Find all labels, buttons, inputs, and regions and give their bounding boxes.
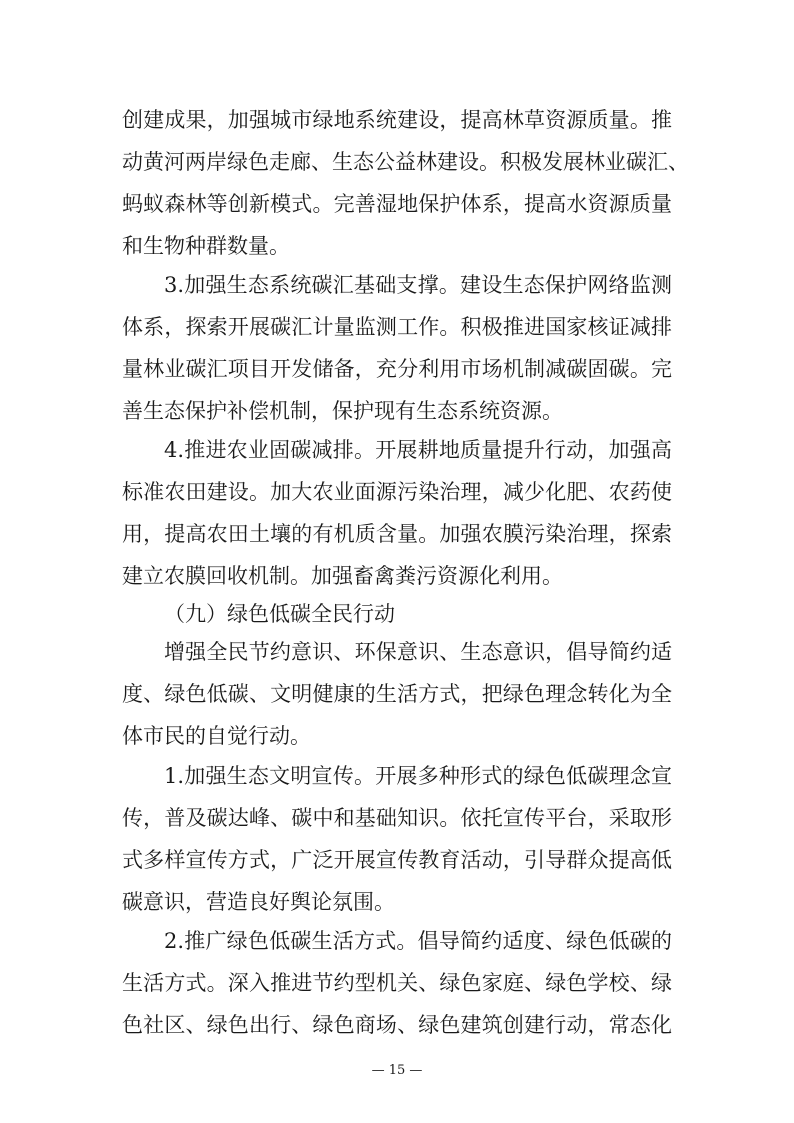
body-line: 传，普及碳达峰、碳中和基础知识。依托宣传平台，采取形 xyxy=(122,806,672,830)
body-line: 蚂蚁森林等创新模式。完善湿地保护体系，提高水资源质量 xyxy=(122,192,672,216)
body-line: 创建成果，加强城市绿地系统建设，提高林草资源质量。推 xyxy=(122,108,672,132)
body-line: 生活方式。深入推进节约型机关、绿色家庭、绿色学校、绿 xyxy=(122,971,672,995)
body-line: 体系，探索开展碳汇计量监测工作。积极推进国家核证减排 xyxy=(122,315,672,339)
body-line: 色社区、绿色出行、绿色商场、绿色建筑创建行动，常态化 xyxy=(122,1013,672,1037)
body-line: 善生态保护补偿机制，保护现有生态系统资源。 xyxy=(122,399,563,423)
body-line: 量林业碳汇项目开发储备，充分利用市场机制减碳固碳。完 xyxy=(122,357,672,381)
body-line: 度、绿色低碳、文明健康的生活方式，把绿色理念转化为全 xyxy=(122,682,672,706)
page-number: — 15 — xyxy=(371,1063,423,1078)
body-line: 增强全民节约意识、环保意识、生态意识，倡导简约适 xyxy=(164,640,672,664)
body-line: 式多样宣传方式，广泛开展宣传教育活动，引导群众提高低 xyxy=(122,848,672,872)
section-heading: （九）绿色低碳全民行动 xyxy=(164,602,395,626)
numbered-item-heading: 4.推进农业固碳减排。开展耕地质量提升行动，加强高 xyxy=(164,438,672,462)
numbered-item-heading: 1.加强生态文明宣传。开展多种形式的绿色低碳理念宣 xyxy=(164,764,672,788)
numbered-item-heading: 2.推广绿色低碳生活方式。倡导简约适度、绿色低碳的 xyxy=(164,929,672,953)
body-line: 体市民的自觉行动。 xyxy=(122,724,311,748)
numbered-item-heading: 3.加强生态系统碳汇基础支撑。建设生态保护网络监测 xyxy=(164,273,672,297)
body-line: 动黄河两岸绿色走廊、生态公益林建设。积极发展林业碳汇、 xyxy=(122,150,689,174)
body-line: 建立农膜回收机制。加强畜禽粪污资源化利用。 xyxy=(122,564,563,588)
body-line: 标准农田建设。加大农业面源污染治理，减少化肥、农药使 xyxy=(122,480,672,504)
body-line: 和生物种群数量。 xyxy=(122,234,290,258)
body-line: 碳意识，营造良好舆论氛围。 xyxy=(122,890,395,914)
body-line: 用，提高农田土壤的有机质含量。加强农膜污染治理，探索 xyxy=(122,522,672,546)
